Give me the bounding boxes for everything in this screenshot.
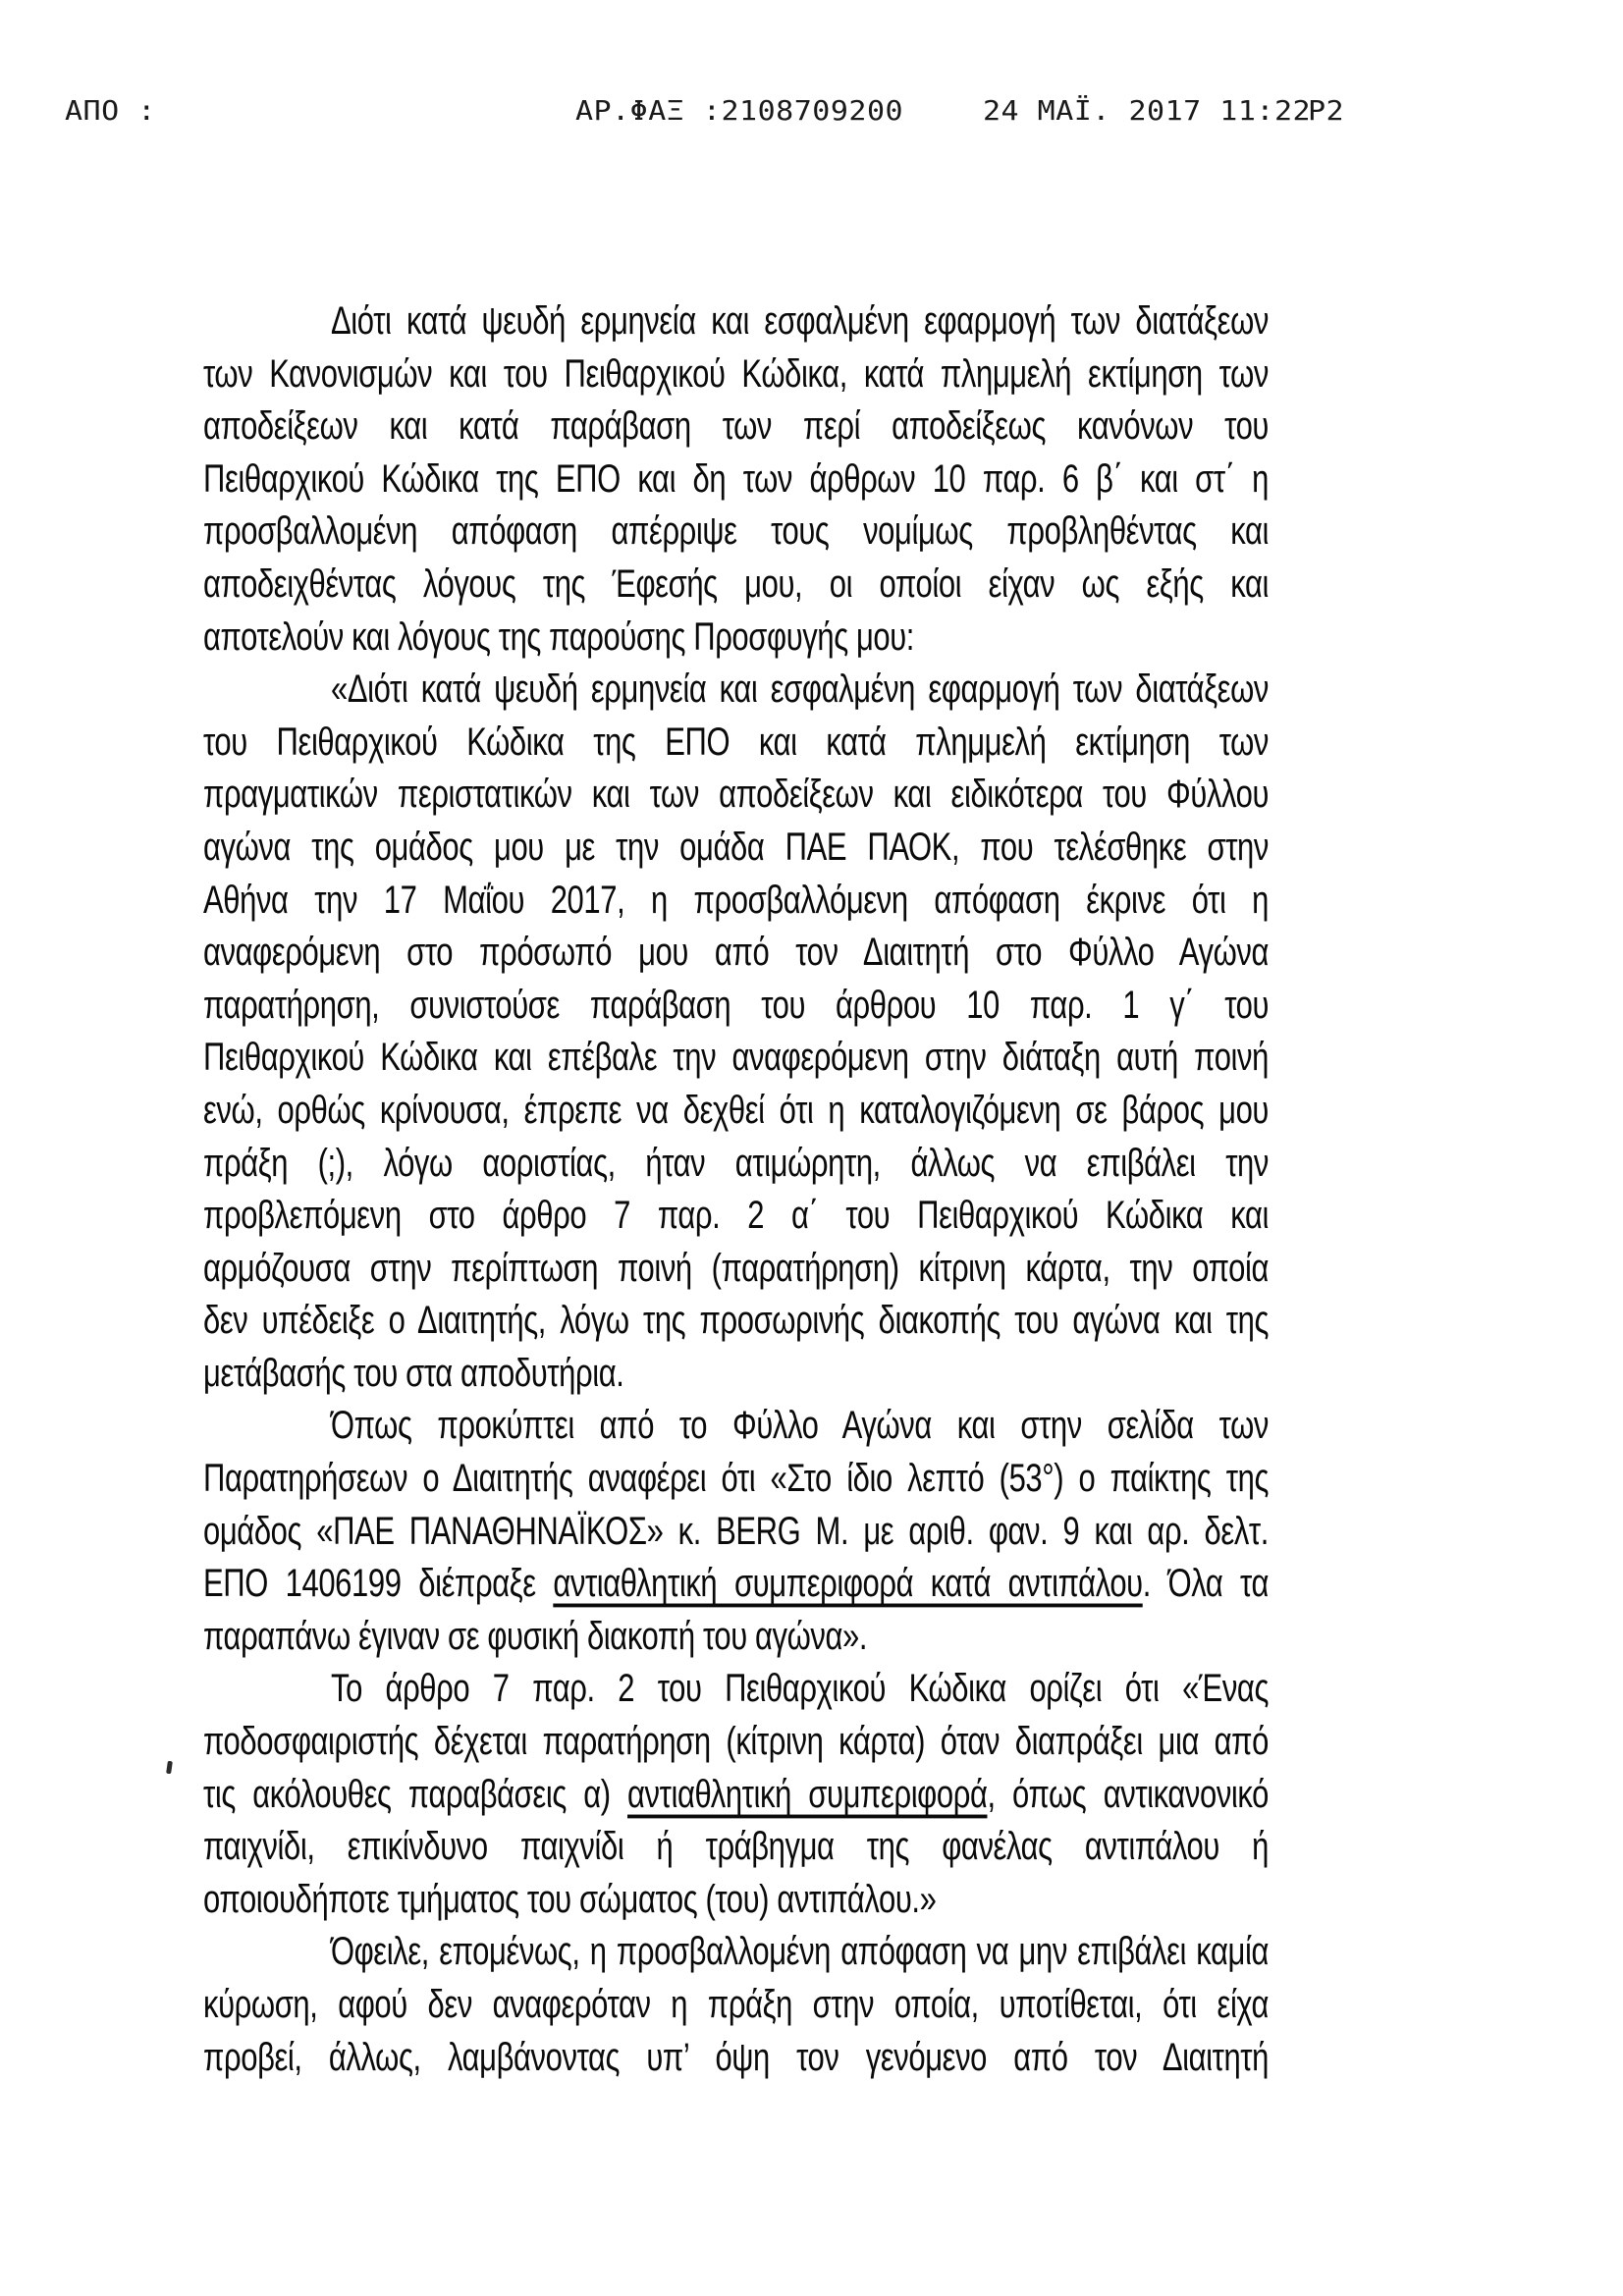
text-line: αγώνα της ομάδος μου με την ομάδα ΠΑΕ ΠΑΟΚ, που τελέσθηκε στην	[203, 824, 1269, 869]
paragraph-1	[203, 294, 1269, 663]
fax-datetime: 24 ΜΑΪ. 2017 11:22	[983, 95, 1312, 128]
paragraph-2	[203, 663, 1269, 1399]
text-line: αποδειχθέντας λόγους της Έφεσής μου, οι οποίοι είχαν ως εξής και	[203, 561, 1269, 606]
text-line: πραγματικών περιστατικών και των αποδείξεων και ειδικότερα του Φύλλου	[203, 772, 1269, 817]
text-line: ενώ, ορθώς κρίνουσα, έπρεπε να δεχθεί ότι η καταλογιζόμενη σε βάρος μου	[203, 1087, 1269, 1132]
text-line: αποτελούν και λόγους της παρούσης Προσφυγής μου:	[203, 614, 915, 659]
text-line: παραπάνω έγιναν σε φυσική διακοπή του αγώνα».	[203, 1613, 868, 1658]
text-line: Πειθαρχικού Κώδικα και επέβαλε την αναφερόμενη στην διάταξη αυτή ποινή	[203, 1035, 1269, 1080]
underlined-phrase: αντιαθλητική συμπεριφορά	[627, 1771, 988, 1816]
text-line: Πειθαρχικού Κώδικα της ΕΠΟ και δη των άρθρων 10 παρ. 6 β΄ και στ΄ η	[203, 455, 1269, 501]
text-line: «Διότι κατά ψευδή ερμηνεία και εσφαλμένη εφαρμογή των διατάξεων	[331, 667, 1269, 711]
text-line: παιχνίδι, επικίνδυνο παιχνίδι ή τράβηγμα της φανέλας αντιπάλου ή	[203, 1824, 1269, 1869]
text-line: δεν υπέδειξε ο Διαιτητής, λόγω της προσωρινής διακοπής του αγώνα και της	[203, 1298, 1269, 1343]
text-line: προσβαλλομένη απόφαση απέρριψε τους νομίμως προβληθέντας και	[203, 508, 1269, 554]
fax-page-number: P2	[1308, 95, 1345, 128]
text-line: παρατήρηση, συνιστούσε παράβαση του άρθρου 10 παρ. 1 γ΄ του	[203, 982, 1269, 1027]
paragraph-5	[203, 1925, 1269, 2083]
text-line: Διότι κατά ψευδή ερμηνεία και εσφαλμένη εφαρμογή των διατάξεων	[331, 298, 1269, 343]
fax-header	[0, 96, 1623, 127]
text-line: οποιουδήποτε τμήματος του σώματος (του) αντιπάλου.»	[203, 1876, 937, 1921]
text-line: Αθήνα την 17 Μαΐου 2017, η προσβαλλόμενη απόφαση έκρινε ότι η	[203, 877, 1269, 922]
text-line: Το άρθρο 7 παρ. 2 του Πειθαρχικού Κώδικα ορίζει ότι «Ένας	[331, 1666, 1269, 1711]
text-line: των Κανονισμών και του Πειθαρχικού Κώδικα, κατά πλημμελή εκτίμηση των	[203, 350, 1269, 396]
text-line: Όφειλε, επομένως, η προσβαλλομένη απόφαση να μην επιβάλει καμία	[331, 1929, 1269, 1974]
paragraph-4	[203, 1662, 1269, 1925]
text-line: μετάβασής του στα αποδυτήρια.	[203, 1350, 624, 1395]
underlined-phrase: αντιαθλητική συμπεριφορά κατά αντιπάλου	[553, 1561, 1143, 1606]
text-line: ομάδος «ΠΑΕ ΠΑΝΑΘΗΝΑΪΚΟΣ» κ. BERG M. με αριθ. φαν. 9 και αρ. δελτ.	[203, 1508, 1269, 1553]
text-line: ποδοσφαιριστής δέχεται παρατήρηση (κίτρινη κάρτα) όταν διαπράξει μια από	[203, 1719, 1269, 1763]
text-line: Παρατηρήσεων ο Διαιτητής αναφέρει ότι «Στο ίδιο λεπτό (53°) ο παίκτης της	[203, 1456, 1269, 1500]
fax-from-label: ΑΠΟ :	[65, 95, 156, 128]
text-line: αποδείξεων και κατά παράβαση των περί αποδείξεως κανόνων του	[203, 403, 1269, 449]
text-segment: ΕΠΟ 1406199 διέπραξε	[203, 1561, 554, 1606]
text-line: πράξη (;), λόγω αοριστίας, ήταν ατιμώρητη, άλλως να επιβάλει την	[203, 1140, 1269, 1185]
text-line: προβεί, άλλως, λαμβάνοντας υπ’ όψη τον γενόμενο από τον Διαιτητή	[203, 2034, 1269, 2079]
text-line: Όπως προκύπτει από το Φύλλο Αγώνα και στην σελίδα των	[331, 1403, 1269, 1448]
paragraph-3	[203, 1399, 1269, 1662]
text-segment: , όπως αντικανονικό	[987, 1771, 1269, 1816]
text-line: αναφερόμενη στο πρόσωπό μου από τον Διαιτητή στο Φύλλο Αγώνα	[203, 930, 1269, 974]
text-line: αρμόζουσα στην περίπτωση ποινή (παρατήρηση) κίτρινη κάρτα, την οποία	[203, 1245, 1269, 1290]
document-body	[203, 294, 1269, 2083]
text-line: κύρωση, αφού δεν αναφερόταν η πράξη στην οποία, υποτίθεται, ότι είχα	[203, 1982, 1269, 2026]
text-line: του Πειθαρχικού Κώδικα της ΕΠΟ και κατά πλημμελή εκτίμηση των	[203, 719, 1269, 764]
scan-artifact-speck	[166, 1761, 173, 1775]
text-line: προβλεπόμενη στο άρθρο 7 παρ. 2 α΄ του Πειθαρχικού Κώδικα και	[203, 1193, 1269, 1237]
text-segment: . Όλα τα	[1142, 1561, 1269, 1606]
fax-number: ΑΡ.ΦΑΞ :2108709200	[575, 95, 904, 128]
text-segment: τις ακόλουθες παραβάσεις α)	[203, 1771, 628, 1816]
